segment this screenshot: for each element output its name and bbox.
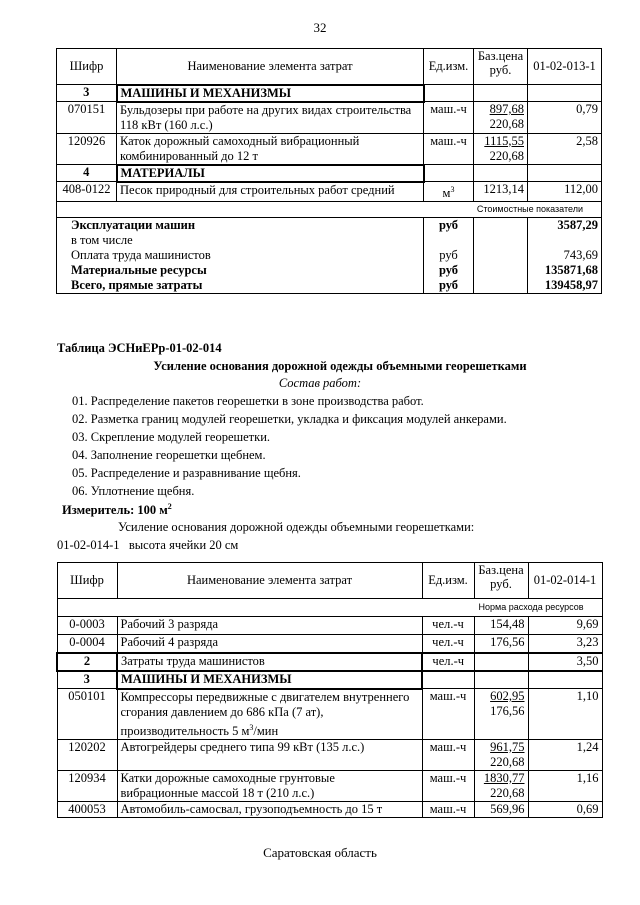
work-item: 01. Распределение пакетов георешетки в зоне производства работ. [72,394,424,408]
total-label: Всего, прямые затраты [57,278,424,294]
row-name: Катки дорожные самоходные грунтовые вибрационные массой 18 т (210 л.с.) [117,770,422,801]
row-code: 120202 [57,739,117,770]
total-unit: руб [424,218,474,234]
total-unit: руб [424,278,474,294]
table-row [57,617,602,635]
header-code: Шифр [57,563,117,599]
section-subtitle: Усиление основания дорожной одежды объемными георешетками [153,359,527,373]
table-title: Таблица ЭСНиЕРр-01-02-014 [57,341,222,355]
row-price: 176,56 [474,635,528,653]
table-row [57,739,602,770]
table-row [57,635,602,653]
row-code: 408-0122 [57,182,117,202]
table-row [57,133,602,165]
row-name: Автогрейдеры среднего типа 99 кВт (135 л.с.) [117,739,422,770]
row-unit: чел.-ч [422,653,474,671]
row-unit: маш.-ч [422,689,474,740]
table-row [57,102,602,134]
table-header [57,49,602,85]
table-row [57,182,602,202]
table-row [57,801,602,817]
total-label: Эксплуатации машин [57,218,424,234]
header-norm-code: 01-02-014-1 [528,563,602,599]
table-row [57,85,602,102]
norm-caption: Норма расхода ресурсов [57,599,602,617]
total-value: 3587,29 [528,218,602,234]
row-value: 9,69 [528,617,602,635]
group-title: МАШИНЫ И МЕХАНИЗМЫ [117,85,424,102]
header-name: Наименование элемента затрат [117,49,424,85]
table-header [57,563,602,599]
item-description: Усиление основания дорожной одежды объемными георешетками: [118,520,475,534]
composition-label: Состав работ: [278,376,362,390]
total-label: Материальные ресурсы [57,263,424,278]
cost-caption: Стоимостные показатели [57,202,602,218]
work-item: 03. Скрепление модулей георешетки. [72,430,271,444]
row-value: 1,24 [528,739,602,770]
row-name: Рабочий 4 разряда [117,635,422,653]
row-price: 154,48 [474,617,528,635]
header-code: Шифр [57,49,117,85]
total-row [57,233,602,248]
table-row [57,689,602,740]
row-price: 897,68 220,68 [474,102,528,134]
total-value: 139458,97 [528,278,602,294]
row-value: 0,79 [528,102,602,134]
row-name: Бульдозеры при работе на других видах строительства 118 кВт (160 л.с.) [117,102,424,134]
table-row [57,671,602,689]
row-code: 050101 [57,689,117,740]
row-code: 070151 [57,102,117,134]
total-label: Оплата труда машинистов [57,248,424,263]
row-value: 2,58 [528,133,602,165]
header-unit: Ед.изм. [424,49,474,85]
total-value: 135871,68 [528,263,602,278]
table-row [57,653,602,671]
item-code-line: 01-02-014-1 высота ячейки 20 см [57,538,239,552]
total-row [57,248,602,263]
row-value: 112,00 [528,182,602,202]
row-name: Песок природный для строительных работ средний [117,182,424,202]
table-row [57,770,602,801]
row-code: 3 [57,671,117,689]
row-name: Затраты труда машинистов [117,653,422,671]
work-item: 02. Разметка границ модулей георешетки, укладка и фиксация модулей анкерами. [72,412,507,426]
row-price: 961,75 220,68 [474,739,528,770]
group-title: МАТЕРИАЛЫ [117,165,424,182]
row-code: 4 [57,165,117,182]
header-name: Наименование элемента затрат [117,563,422,599]
total-unit: руб [424,263,474,278]
row-unit: маш.-ч [424,102,474,134]
group-title: МАШИНЫ И МЕХАНИЗМЫ [117,671,422,689]
total-label: в том числе [57,233,424,248]
resource-table-2 [56,562,603,818]
row-price: 602,95 176,56 [474,689,528,740]
row-unit: маш.-ч [422,801,474,817]
page-number: 32 [313,20,327,35]
row-price: 1115,55 220,68 [474,133,528,165]
row-code: 400053 [57,801,117,817]
row-price: 1830,77 220,68 [474,770,528,801]
row-value: 3,50 [528,653,602,671]
resource-table-1 [56,48,602,294]
row-value: 3,23 [528,635,602,653]
table-row [57,165,602,182]
row-value: 1,16 [528,770,602,801]
total-value: 743,69 [528,248,602,263]
row-name: Каток дорожный самоходный вибрационный комбинированный до 12 т [117,133,424,165]
total-row [57,218,602,234]
header-price: Баз.цена руб. [474,49,528,85]
header-price: Баз.цена руб. [474,563,528,599]
row-code: 3 [57,85,117,102]
row-unit: $м^3$ [424,182,474,202]
row-name: Автомобиль-самосвал, грузоподъемность до 15 т [117,801,422,817]
row-price: 569,96 [474,801,528,817]
total-unit: руб [424,248,474,263]
row-name: Рабочий 3 разряда [117,617,422,635]
page-footer: Саратовская область [263,845,377,860]
row-unit: маш.-ч [424,133,474,165]
row-name: Компрессоры передвижные с двигателем внутреннего сгорания давлением до 686 кПа (7 ат), производительность 5 $м^3$/мин [117,689,422,740]
row-value: 0,69 [528,801,602,817]
row-code: 120934 [57,770,117,801]
row-value: 1,10 [528,689,602,740]
total-row [57,278,602,294]
row-code: 2 [57,653,117,671]
total-row [57,263,602,278]
norm-caption-row [57,599,602,617]
work-item: 04. Заполнение георешетки щебнем. [72,448,266,462]
work-item: 05. Распределение и разравнивание щебня. [72,466,301,480]
work-item: 06. Уплотнение щебня. [72,484,195,498]
row-unit: чел.-ч [422,635,474,653]
row-unit: чел.-ч [422,617,474,635]
cost-caption-row [57,202,602,218]
row-unit: маш.-ч [422,770,474,801]
row-unit: маш.-ч [422,739,474,770]
header-norm-code: 01-02-013-1 [528,49,602,85]
measure-label: Измеритель: 100 $м^2$ [62,502,172,518]
row-code: 0-0004 [57,635,117,653]
row-price: 1213,14 [474,182,528,202]
header-unit: Ед.изм. [422,563,474,599]
row-code: 0-0003 [57,617,117,635]
row-code: 120926 [57,133,117,165]
